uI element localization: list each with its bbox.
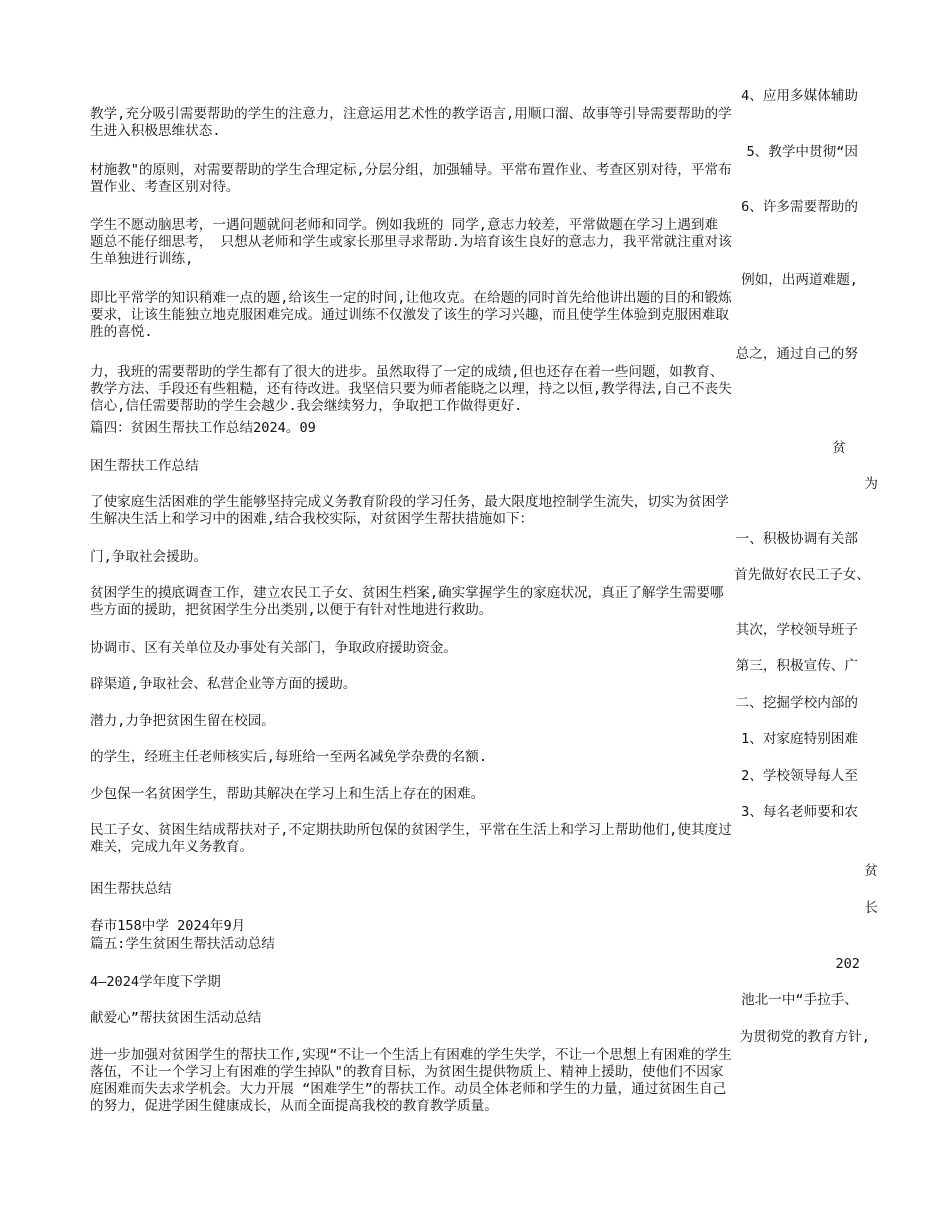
text-line: 民工子女、贫困生结成帮扶对子,不定期扶助所包保的贫困学生，平常在生活上和学习上帮助他们,使其度过 bbox=[90, 822, 732, 838]
text-line: 贫 bbox=[832, 440, 846, 456]
text-line: 要求，让该生能独立地克服困难完成。通过训练不仅激发了该生的学习兴趣，而且使学生体验到克服困难取 bbox=[90, 307, 729, 323]
text-line: 困生帮扶工作总结 bbox=[90, 458, 199, 474]
text-line: 落伍，不让一个学习上有困难的学生掉队"的教育目标，为贫困生提供物质上、精神上援助，使他们不因家 bbox=[90, 1064, 724, 1080]
text-line: 贫困学生的摸底调查工作，建立农民工子女、贫困生档案,确实掌握学生的家庭状况，真正了解学生需要哪 bbox=[90, 585, 724, 601]
paragraph-body bbox=[90, 822, 732, 856]
text-line: 门,争取社会援助。 bbox=[90, 549, 207, 565]
text-line: 些方面的援助，把贫困学生分出类别,以便于有针对性地进行救助。 bbox=[90, 602, 493, 618]
text-line: 2、学校领导每人至 bbox=[741, 768, 858, 784]
text-line: 篇五:学生贫困生帮扶活动总结 bbox=[90, 936, 275, 952]
text-line: 生解决生活上和学习中的困难,结合我校实际，对贫困学生帮扶措施如下： bbox=[90, 511, 534, 527]
text-line: 1、对家庭特别困难 bbox=[741, 731, 858, 747]
text-line: 潜力,力争把贫困生留在校园。 bbox=[90, 713, 275, 729]
text-line: 学生不愿动脑思考，一遇问题就问老师和同学。例如我班的 同学,意志力较差，平常做题在学习上遇到难 bbox=[90, 217, 719, 233]
paragraph-lead bbox=[864, 476, 878, 493]
paragraph-lead bbox=[864, 863, 878, 880]
paragraph-body bbox=[90, 458, 199, 475]
text-line: 的学生，经班主任老师核实后,每班给一至两名减免学杂费的名额. bbox=[90, 749, 487, 765]
paragraph-lead bbox=[832, 440, 846, 457]
paragraph-lead bbox=[736, 531, 858, 548]
text-line: 一、积极协调有关部 bbox=[735, 531, 858, 547]
text-line: 例如，出两道难题, bbox=[741, 272, 858, 288]
paragraph-body bbox=[90, 549, 207, 566]
text-line: 篇四：贫困生帮扶工作总结2024。09 bbox=[90, 420, 316, 436]
paragraph-lead bbox=[741, 992, 858, 1009]
text-line: 材施教"的原则，对需要帮助的学生合理定标,分层分组，加强辅导。平常布置作业、考查区别对待，平常布 bbox=[90, 162, 732, 178]
text-line: 胜的喜悦. bbox=[90, 324, 153, 340]
text-line: 教学方法、手段还有些粗糙，还有待改进。我坚信只要为师者能晓之以理，持之以恒,教学得法,自己不丧失 bbox=[90, 381, 732, 397]
text-line: 202 bbox=[835, 956, 860, 972]
text-line: 生单独进行训练, bbox=[90, 251, 194, 267]
text-line: 4—2024学年度下学期 bbox=[90, 974, 221, 990]
text-line: 为 bbox=[864, 476, 878, 492]
paragraph-lead bbox=[736, 622, 858, 639]
paragraph-lead bbox=[746, 144, 858, 161]
text-line: 辟渠道,争取社会、私营企业等方面的援助。 bbox=[90, 676, 357, 692]
text-line: 长 bbox=[864, 900, 878, 916]
text-line: 生进入积极思维状态. bbox=[90, 123, 221, 139]
text-line: 二、挖掘学校内部的 bbox=[735, 695, 858, 711]
paragraph-lead bbox=[734, 567, 870, 584]
paragraph-body bbox=[90, 420, 316, 437]
paragraph-body bbox=[90, 640, 457, 657]
text-line: 困生帮扶总结 bbox=[90, 881, 172, 897]
paragraph-body bbox=[90, 749, 487, 766]
text-line: 献爱心”帮扶贫困生活动总结 bbox=[90, 1010, 262, 1026]
paragraph-body bbox=[90, 713, 275, 730]
paragraph-lead bbox=[741, 731, 858, 748]
text-line: 其次，学校领导班子 bbox=[735, 622, 858, 638]
paragraph-body bbox=[90, 364, 732, 415]
paragraph-body bbox=[90, 974, 221, 991]
paragraph-body bbox=[90, 106, 732, 140]
text-line: 池北一中“手拉手、 bbox=[741, 992, 858, 1008]
paragraph-lead bbox=[736, 658, 858, 675]
paragraph-lead bbox=[741, 199, 858, 216]
paragraph-lead bbox=[741, 88, 858, 105]
text-line: 庭困难而失去求学机会。大力开展 “困难学生”的帮扶工作。动员全体老师和学生的力量，通过贫困生自己 bbox=[90, 1081, 727, 1097]
text-line: 少包保一名贫困学生，帮助其解决在学习上和生活上存在的困难。 bbox=[90, 786, 485, 802]
text-line: 5、教学中贯彻“因 bbox=[746, 144, 858, 160]
paragraph-lead bbox=[741, 804, 858, 821]
paragraph-body bbox=[90, 162, 732, 196]
paragraph-lead bbox=[741, 272, 858, 289]
text-line: 为贯彻党的教育方针, bbox=[739, 1029, 870, 1045]
text-line: 力，我班的需要帮助的学生都有了很大的进步。虽然取得了一定的成绩,但也还存在着一些问题，如教育、 bbox=[90, 364, 724, 380]
text-line: 贫 bbox=[864, 863, 878, 879]
text-line: 春市158中学 2024年9月 bbox=[90, 918, 246, 934]
text-line: 进一步加强对贫困学生的帮扶工作,实现“不让一个生活上有困难的学生失学，不让一个思想上有困难的学生 bbox=[90, 1047, 732, 1063]
paragraph-lead bbox=[741, 768, 858, 785]
paragraph-body bbox=[90, 786, 484, 803]
paragraph-lead bbox=[864, 900, 878, 917]
paragraph-body bbox=[90, 1010, 261, 1027]
paragraph-body bbox=[90, 918, 245, 935]
text-line: 即比平常学的知识稍难一点的题,给该生一定的时间,让他攻克。在给题的同时首先给他讲出题的目的和锻炼 bbox=[90, 290, 732, 306]
paragraph-lead bbox=[736, 695, 858, 712]
paragraph-lead bbox=[835, 956, 860, 973]
text-line: 了使家庭生活困难的学生能够坚持完成义务教育阶段的学习任务，最大限度地控制学生流失，切实为贫困学 bbox=[90, 494, 729, 510]
paragraph-body bbox=[90, 585, 724, 619]
text-line: 第三，积极宣传、广 bbox=[735, 658, 858, 674]
text-line: 3、每名老师要和农 bbox=[741, 804, 858, 820]
text-line: 题总不能仔细思考， 只想从老师和学生或家长那里寻求帮助.为培育该生良好的意志力，我平常就注重对该 bbox=[90, 234, 732, 250]
text-line: 总之，通过自己的努 bbox=[735, 346, 858, 362]
text-line: 6、许多需要帮助的 bbox=[741, 199, 858, 215]
text-line: 4、应用多媒体辅助 bbox=[741, 88, 858, 104]
paragraph-body bbox=[90, 881, 172, 898]
paragraph-body bbox=[90, 217, 732, 268]
text-line: 难关，完成九年义务教育。 bbox=[90, 839, 254, 855]
paragraph-body bbox=[90, 1047, 732, 1115]
paragraph-lead bbox=[736, 346, 858, 363]
paragraph-lead bbox=[739, 1029, 870, 1046]
paragraph-body bbox=[90, 290, 732, 341]
paragraph-body bbox=[90, 494, 729, 528]
paragraph-body bbox=[90, 676, 356, 693]
text-line: 首先做好农民工子女、 bbox=[734, 567, 870, 583]
text-line: 协调市、区有关单位及办事处有关部门，争取政府援助资金。 bbox=[90, 640, 458, 656]
text-line: 信心,信任需要帮助的学生会越少.我会继续努力，争取把工作做得更好. bbox=[90, 398, 523, 414]
text-line: 教学,充分吸引需要帮助的学生的注意力，注意运用艺术性的教学语言,用顺口溜、故事等引导需要帮助的学 bbox=[90, 106, 732, 122]
text-line: 置作业、考查区别对待。 bbox=[90, 179, 240, 195]
paragraph-body bbox=[90, 936, 275, 953]
text-line: 的努力，促进学困生健康成长，从而全面提高我校的教育教学质量。 bbox=[90, 1098, 498, 1114]
